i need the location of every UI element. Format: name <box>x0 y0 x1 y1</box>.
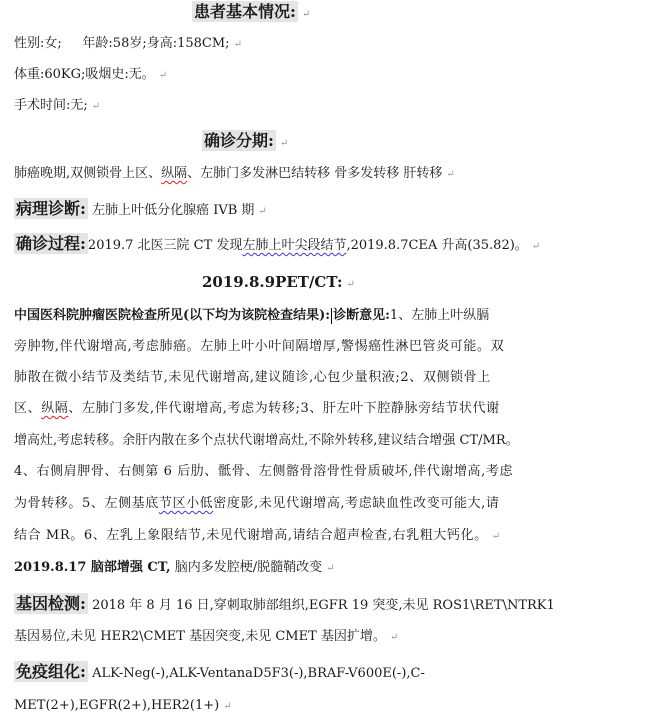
paragraph-mark-icon: ↵ <box>531 241 541 252</box>
pathology-label: 病理诊断: <box>16 199 86 218</box>
pet-ct-line-2 <box>14 337 504 357</box>
pet-ct-text: 1、左肺上叶纵膈 <box>389 308 490 323</box>
paragraph-mark-icon: ↵ <box>326 563 335 574</box>
gene-line-1 <box>14 594 555 616</box>
gene-label: 基因检测: <box>16 594 86 613</box>
paragraph-mark-icon: ↵ <box>258 206 267 217</box>
paragraph-mark-icon: ↵ <box>491 531 501 542</box>
staging-text-line <box>14 164 455 185</box>
brain-ct-label: 2019.8.17 脑部增强 CT, <box>14 560 171 575</box>
basic-info-line-2 <box>14 65 167 86</box>
pet-ct-line-8 <box>14 526 501 547</box>
pet-ct-opinion-label: 诊断意见: <box>333 308 390 323</box>
brain-ct-line <box>14 558 334 579</box>
paragraph-mark-icon: ↵ <box>279 138 289 149</box>
ihc-text: MET(2+),EGFR(2+),HER2(1+) <box>14 698 220 713</box>
pet-ct-text: 增高灶,考虑转移。余肝内散在多个点状代谢增高灶,不除外转移,建议结合增强 CT/MR。 <box>14 433 519 448</box>
paragraph-mark-icon: ↵ <box>346 279 355 290</box>
pet-ct-line-1 <box>14 306 489 326</box>
pet-ct-text: 结合 MR。6、左乳上象限结节,未见代谢增高,请结合超声检查,右乳粗大钙化。 <box>14 528 488 543</box>
grammar-underline: 左肺上叶尖段结节 <box>242 238 347 253</box>
staging-heading: 确诊分期: <box>204 131 274 150</box>
ihc-line-1 <box>14 662 425 684</box>
text-cursor <box>331 308 332 324</box>
basic-info-text: 性别:女; 年龄:58岁;身高:158CM; <box>14 36 230 51</box>
grammar-underline: 节区小低 <box>158 496 214 511</box>
pet-ct-text: 肺散在微小结节及类结节,未见代谢增高,建议随诊,心包少量积液;2、双侧锁骨上 <box>14 370 491 385</box>
paragraph-mark-icon: ↵ <box>301 9 311 20</box>
pet-ct-text: 、左肺门多发,伴代谢增高,考虑为转移;3、肝左叶下腔静脉旁结节状代谢 <box>68 401 500 416</box>
paragraph-mark-icon: ↵ <box>446 169 455 180</box>
pet-ct-heading: 2019.8.9PET/CT: <box>202 273 343 291</box>
basic-info-line-1 <box>14 34 242 55</box>
pet-ct-text: 4、右侧肩胛骨、右侧第 6 后肋、骶骨、左侧髂骨溶骨性骨质破坏,伴代谢增高,考虑 <box>14 464 514 479</box>
pet-ct-line-3 <box>14 368 491 388</box>
pathology-line <box>14 199 267 222</box>
spellcheck-underline: 纵隔 <box>41 401 69 416</box>
pet-ct-line-6 <box>14 462 513 482</box>
brain-ct-text: 脑内多发腔梗/脱髓鞘改变 <box>174 560 323 575</box>
pet-ct-lead: 中国医科院肿瘤医院检查所见(以下均为该院检查结果): <box>14 308 331 323</box>
basic-info-text: 体重:60KG;吸烟史:无。 <box>14 67 155 82</box>
staging-text: 肺癌晚期,双侧锁骨上区、 <box>14 166 162 181</box>
basic-info-heading: 患者基本情况: <box>194 2 296 21</box>
diagnosis-process-label: 确诊过程: <box>16 234 86 253</box>
basic-info-text: 手术时间:无; <box>14 98 88 113</box>
ihc-label: 免疫组化: <box>16 662 86 681</box>
pathology-text: 左肺上叶低分化腺癌 IVB 期 <box>92 203 255 218</box>
ihc-text: ALK-Neg(-),ALK-VentanaD5F3(-),BRAF-V600E(-),C- <box>92 666 425 681</box>
pet-ct-text: 为骨转移。5、左侧基底 <box>14 496 159 511</box>
diagnosis-process-text: ,2019.8.7CEA 升高(35.82)。 <box>346 238 528 253</box>
paragraph-mark-icon: ↵ <box>91 101 101 112</box>
ihc-line-2 <box>14 696 232 717</box>
basic-info-heading-line <box>192 2 310 25</box>
paragraph-mark-icon: ↵ <box>158 70 168 81</box>
spellcheck-underline: 纵隔 <box>161 166 188 181</box>
pet-ct-heading-line <box>202 272 355 295</box>
staging-heading-line <box>202 131 288 154</box>
gene-text: 基因易位,未见 HER2\CMET 基因突变,未见 CMET 基因扩增。 <box>14 629 386 644</box>
pet-ct-text: 旁肿物,伴代谢增高,考虑肺癌。左肺上叶小叶间隔增厚,警惕癌性淋巴管炎可能。双 <box>14 339 505 354</box>
pet-ct-line-4 <box>14 399 500 419</box>
gene-text: 2018 年 8 月 16 日,穿刺取肺部组织,EGFR 19 突变,未见 ROS1\RET\NTRK1 <box>92 598 555 613</box>
diagnosis-process-line <box>14 234 540 257</box>
basic-info-line-3 <box>14 96 100 117</box>
diagnosis-process-text: 2019.7 北医三院 CT 发现 <box>87 238 243 253</box>
pet-ct-line-7 <box>14 494 499 514</box>
staging-text: 、左肺门多发淋巴结转移 骨多发转移 肝转移 <box>187 166 443 181</box>
pet-ct-text: 密度影,未见代谢增高,考虑缺血性改变可能大,请 <box>213 496 500 511</box>
pet-ct-text: 区、 <box>14 401 42 416</box>
paragraph-mark-icon: ↵ <box>233 39 242 50</box>
gene-line-2 <box>14 627 398 648</box>
pet-ct-line-5 <box>14 431 519 451</box>
paragraph-mark-icon: ↵ <box>389 632 399 643</box>
paragraph-mark-icon: ↵ <box>223 701 232 712</box>
